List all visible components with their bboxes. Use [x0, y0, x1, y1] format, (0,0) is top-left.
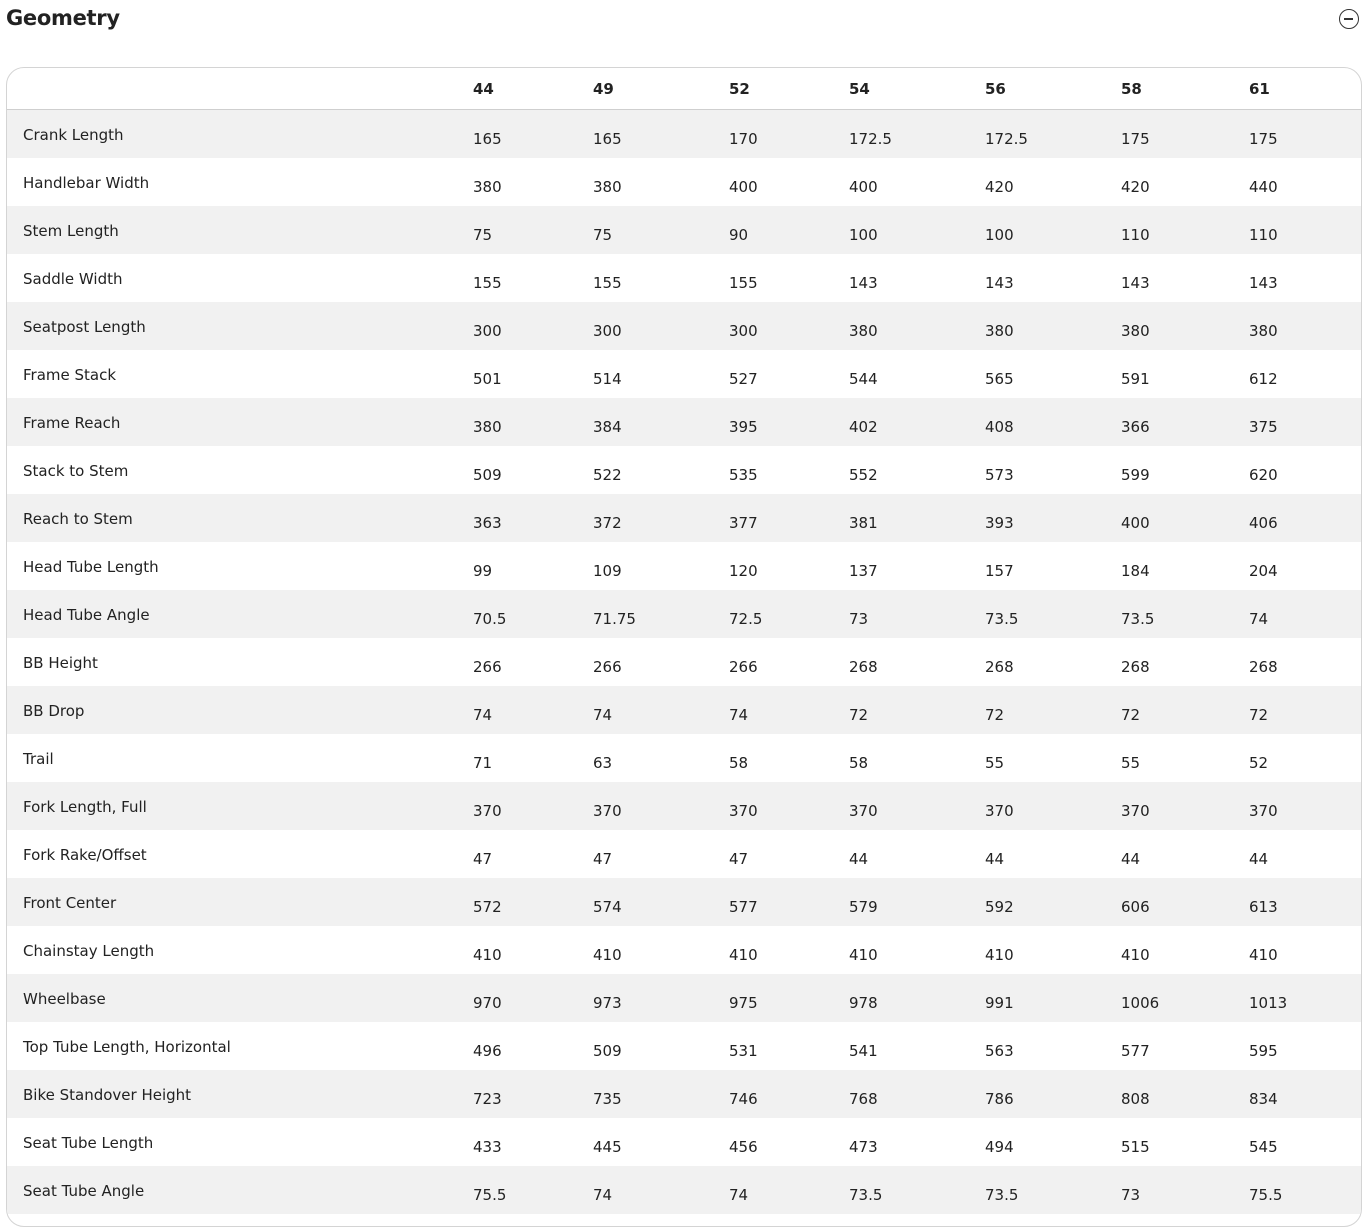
- table-cell: 71.75: [593, 609, 636, 628]
- table-cell: 143: [1121, 273, 1150, 292]
- table-cell: 402: [849, 417, 878, 436]
- table-cell: 574: [593, 897, 622, 916]
- table-cell: 541: [849, 1041, 878, 1060]
- table-cell: 266: [593, 657, 622, 676]
- geometry-table-container: [6, 67, 1362, 1227]
- table-cell: 55: [1121, 753, 1141, 772]
- table-cell: 99: [473, 561, 493, 580]
- size-header-49: 49: [593, 68, 729, 109]
- row-label: BB Drop: [23, 701, 85, 720]
- table-cell: 563: [985, 1041, 1014, 1060]
- table-cell: 110: [1121, 225, 1150, 244]
- table-cell: 501: [473, 369, 502, 388]
- table-cell: 613: [1249, 897, 1278, 916]
- size-header-61: 61: [1249, 68, 1362, 109]
- row-label: Saddle Width: [23, 269, 123, 288]
- table-cell: 172.5: [849, 129, 892, 148]
- row-label: Top Tube Length, Horizontal: [23, 1037, 231, 1056]
- table-cell: 58: [729, 753, 749, 772]
- table-row: [7, 686, 1362, 734]
- table-cell: 573: [985, 465, 1014, 484]
- table-cell: 735: [593, 1089, 622, 1108]
- table-cell: 591: [1121, 369, 1150, 388]
- table-cell: 300: [593, 321, 622, 340]
- table-cell: 74: [729, 1185, 749, 1204]
- table-cell: 577: [729, 897, 758, 916]
- table-cell: 110: [1249, 225, 1278, 244]
- table-row: [7, 254, 1362, 302]
- table-cell: 612: [1249, 369, 1278, 388]
- table-cell: 109: [593, 561, 622, 580]
- table-cell: 74: [1249, 609, 1269, 628]
- table-row: [7, 542, 1362, 590]
- table-cell: 456: [729, 1137, 758, 1156]
- row-label: Bike Standover Height: [23, 1085, 192, 1104]
- table-cell: 204: [1249, 561, 1278, 580]
- row-label: Chainstay Length: [23, 941, 155, 960]
- table-cell: 155: [593, 273, 622, 292]
- row-label: Head Tube Length: [23, 557, 159, 576]
- table-cell: 366: [1121, 417, 1150, 436]
- row-label: Stack to Stem: [23, 461, 129, 480]
- table-cell: 410: [593, 945, 622, 964]
- table-cell: 531: [729, 1041, 758, 1060]
- table-cell: 143: [985, 273, 1014, 292]
- row-label: Wheelbase: [23, 989, 106, 1008]
- minus-icon: [1344, 18, 1353, 20]
- table-cell: 72: [1249, 705, 1269, 724]
- table-cell: 579: [849, 897, 878, 916]
- row-label: Frame Reach: [23, 413, 121, 432]
- table-cell: 991: [985, 993, 1014, 1012]
- table-body: [7, 109, 1362, 1214]
- table-cell: 410: [1121, 945, 1150, 964]
- table-cell: 970: [473, 993, 502, 1012]
- table-cell: 100: [985, 225, 1014, 244]
- row-label: Fork Rake/Offset: [23, 845, 147, 864]
- size-header-54: 54: [849, 68, 985, 109]
- table-cell: 300: [473, 321, 502, 340]
- table-cell: 606: [1121, 897, 1150, 916]
- table-cell: 410: [729, 945, 758, 964]
- header-empty-cell: [7, 68, 473, 109]
- table-row: [7, 494, 1362, 542]
- table-cell: 509: [593, 1041, 622, 1060]
- table-cell: 143: [1249, 273, 1278, 292]
- table-cell: 808: [1121, 1089, 1150, 1108]
- table-row: [7, 926, 1362, 974]
- table-cell: 44: [1249, 849, 1269, 868]
- table-cell: 74: [593, 1185, 613, 1204]
- row-label: Crank Length: [23, 125, 124, 144]
- table-row: [7, 878, 1362, 926]
- table-cell: 370: [849, 801, 878, 820]
- row-label: Frame Stack: [23, 365, 117, 384]
- table-cell: 165: [593, 129, 622, 148]
- table-cell: 370: [1249, 801, 1278, 820]
- table-cell: 375: [1249, 417, 1278, 436]
- table-cell: 496: [473, 1041, 502, 1060]
- table-cell: 73.5: [849, 1185, 883, 1204]
- table-cell: 514: [593, 369, 622, 388]
- table-cell: 55: [985, 753, 1005, 772]
- row-label: BB Height: [23, 653, 98, 672]
- table-cell: 155: [473, 273, 502, 292]
- row-label: Seat Tube Length: [23, 1133, 154, 1152]
- table-cell: 786: [985, 1089, 1014, 1108]
- table-cell: 381: [849, 513, 878, 532]
- table-cell: 75: [593, 225, 613, 244]
- size-header-44: 44: [473, 68, 593, 109]
- section-title: Geometry: [6, 6, 120, 30]
- table-cell: 268: [1249, 657, 1278, 676]
- table-cell: 63: [593, 753, 613, 772]
- table-cell: 170: [729, 129, 758, 148]
- table-cell: 268: [985, 657, 1014, 676]
- table-row: [7, 109, 1362, 158]
- row-label: Seatpost Length: [23, 317, 146, 336]
- table-row: [7, 302, 1362, 350]
- table-cell: 90: [729, 225, 749, 244]
- table-cell: 370: [593, 801, 622, 820]
- minus-circle-icon[interactable]: [1339, 9, 1359, 29]
- table-row: [7, 446, 1362, 494]
- table-row: [7, 590, 1362, 638]
- row-label: Trail: [23, 749, 54, 768]
- row-label: Handlebar Width: [23, 173, 150, 192]
- table-cell: 157: [985, 561, 1014, 580]
- table-cell: 509: [473, 465, 502, 484]
- table-cell: 52: [1249, 753, 1269, 772]
- size-header-58: 58: [1121, 68, 1249, 109]
- table-cell: 527: [729, 369, 758, 388]
- table-cell: 380: [473, 177, 502, 196]
- table-cell: 380: [1121, 321, 1150, 340]
- table-cell: 73: [1121, 1185, 1141, 1204]
- table-cell: 377: [729, 513, 758, 532]
- table-cell: 410: [473, 945, 502, 964]
- row-label: Fork Length, Full: [23, 797, 147, 816]
- table-cell: 58: [849, 753, 869, 772]
- table-cell: 420: [1121, 177, 1150, 196]
- table-cell: 372: [593, 513, 622, 532]
- table-cell: 380: [985, 321, 1014, 340]
- table-cell: 73.5: [985, 1185, 1019, 1204]
- table-cell: 268: [849, 657, 878, 676]
- table-cell: 975: [729, 993, 758, 1012]
- table-cell: 393: [985, 513, 1014, 532]
- table-cell: 73.5: [985, 609, 1019, 628]
- section-header: [6, 0, 1362, 40]
- table-cell: 395: [729, 417, 758, 436]
- table-cell: 408: [985, 417, 1014, 436]
- table-cell: 73: [849, 609, 869, 628]
- size-header-56: 56: [985, 68, 1121, 109]
- table-row: [7, 1166, 1362, 1214]
- table-cell: 420: [985, 177, 1014, 196]
- table-cell: 384: [593, 417, 622, 436]
- table-row: [7, 974, 1362, 1022]
- table-cell: 75.5: [473, 1185, 507, 1204]
- table-cell: 363: [473, 513, 502, 532]
- table-cell: 973: [593, 993, 622, 1012]
- row-label: Front Center: [23, 893, 117, 912]
- table-row: [7, 398, 1362, 446]
- table-cell: 1006: [1121, 993, 1160, 1012]
- table-cell: 768: [849, 1089, 878, 1108]
- table-cell: 74: [593, 705, 613, 724]
- table-cell: 535: [729, 465, 758, 484]
- table-cell: 175: [1121, 129, 1150, 148]
- table-cell: 370: [985, 801, 1014, 820]
- table-cell: 592: [985, 897, 1014, 916]
- table-cell: 595: [1249, 1041, 1278, 1060]
- table-row: [7, 158, 1362, 206]
- table-cell: 184: [1121, 561, 1150, 580]
- table-cell: 410: [849, 945, 878, 964]
- table-cell: 545: [1249, 1137, 1278, 1156]
- table-cell: 515: [1121, 1137, 1150, 1156]
- table-cell: 440: [1249, 177, 1278, 196]
- table-cell: 100: [849, 225, 878, 244]
- table-cell: 380: [849, 321, 878, 340]
- table-cell: 72: [849, 705, 869, 724]
- table-row: [7, 1118, 1362, 1166]
- table-cell: 620: [1249, 465, 1278, 484]
- table-cell: 71: [473, 753, 493, 772]
- table-row: [7, 1070, 1362, 1118]
- table-cell: 75: [473, 225, 493, 244]
- table-cell: 165: [473, 129, 502, 148]
- table-cell: 44: [849, 849, 869, 868]
- table-cell: 834: [1249, 1089, 1278, 1108]
- table-cell: 74: [729, 705, 749, 724]
- table-cell: 47: [473, 849, 493, 868]
- table-cell: 266: [729, 657, 758, 676]
- table-cell: 445: [593, 1137, 622, 1156]
- table-cell: 410: [1249, 945, 1278, 964]
- table-cell: 400: [729, 177, 758, 196]
- row-label: Head Tube Angle: [23, 605, 150, 624]
- table-cell: 370: [1121, 801, 1150, 820]
- table-cell: 72: [985, 705, 1005, 724]
- row-label: Reach to Stem: [23, 509, 133, 528]
- table-cell: 268: [1121, 657, 1150, 676]
- table-cell: 544: [849, 369, 878, 388]
- table-row: [7, 782, 1362, 830]
- table-cell: 1013: [1249, 993, 1288, 1012]
- table-cell: 266: [473, 657, 502, 676]
- table-cell: 75.5: [1249, 1185, 1283, 1204]
- table-cell: 370: [473, 801, 502, 820]
- table-cell: 370: [729, 801, 758, 820]
- table-cell: 410: [985, 945, 1014, 964]
- table-row: [7, 350, 1362, 398]
- table-cell: 400: [849, 177, 878, 196]
- table-cell: 380: [473, 417, 502, 436]
- table-cell: 300: [729, 321, 758, 340]
- table-cell: 522: [593, 465, 622, 484]
- table-cell: 120: [729, 561, 758, 580]
- table-header-row: [7, 68, 1362, 109]
- table-cell: 74: [473, 705, 493, 724]
- table-row: [7, 734, 1362, 782]
- table-cell: 70.5: [473, 609, 507, 628]
- table-cell: 155: [729, 273, 758, 292]
- table-cell: 494: [985, 1137, 1014, 1156]
- table-cell: 47: [729, 849, 749, 868]
- table-cell: 143: [849, 273, 878, 292]
- table-cell: 572: [473, 897, 502, 916]
- geometry-table: [7, 68, 1362, 1214]
- table-cell: 565: [985, 369, 1014, 388]
- size-header-52: 52: [729, 68, 849, 109]
- table-cell: 433: [473, 1137, 502, 1156]
- table-cell: 978: [849, 993, 878, 1012]
- row-label: Seat Tube Angle: [23, 1181, 145, 1200]
- table-cell: 44: [1121, 849, 1141, 868]
- table-cell: 723: [473, 1089, 502, 1108]
- table-row: [7, 830, 1362, 878]
- table-cell: 599: [1121, 465, 1150, 484]
- table-cell: 552: [849, 465, 878, 484]
- table-cell: 137: [849, 561, 878, 580]
- table-cell: 47: [593, 849, 613, 868]
- table-cell: 44: [985, 849, 1005, 868]
- table-cell: 406: [1249, 513, 1278, 532]
- table-cell: 473: [849, 1137, 878, 1156]
- table-cell: 175: [1249, 129, 1278, 148]
- table-row: [7, 206, 1362, 254]
- table-cell: 400: [1121, 513, 1150, 532]
- row-label: Stem Length: [23, 221, 119, 240]
- table-cell: 73.5: [1121, 609, 1155, 628]
- table-cell: 172.5: [985, 129, 1028, 148]
- table-row: [7, 1022, 1362, 1070]
- table-cell: 72: [1121, 705, 1141, 724]
- table-row: [7, 638, 1362, 686]
- table-cell: 746: [729, 1089, 758, 1108]
- table-cell: 380: [593, 177, 622, 196]
- table-cell: 72.5: [729, 609, 763, 628]
- table-cell: 577: [1121, 1041, 1150, 1060]
- table-cell: 380: [1249, 321, 1278, 340]
